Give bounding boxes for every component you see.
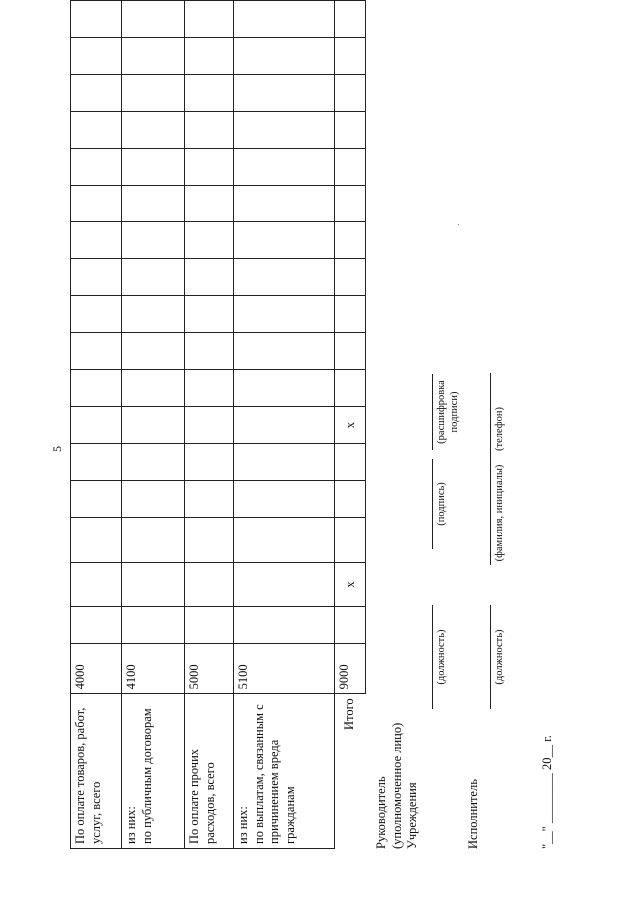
cell: [122, 37, 185, 74]
total-code: 9000: [335, 644, 366, 694]
cell: [122, 296, 185, 333]
row-label: из них: по публичным договорам: [122, 694, 185, 849]
cell: [335, 111, 366, 148]
cell: [71, 518, 122, 562]
cell: [234, 148, 335, 185]
cell: [122, 407, 185, 444]
cell: [234, 185, 335, 222]
row-code: 5100: [234, 644, 335, 694]
total-mark: x: [335, 562, 366, 607]
cell: [185, 111, 234, 148]
cell: [71, 562, 122, 607]
cell: [185, 607, 234, 644]
cell: [234, 333, 335, 370]
cell: [122, 518, 185, 562]
cell: [122, 74, 185, 111]
cell: [71, 37, 122, 74]
cell: [185, 74, 234, 111]
date-line: "__" ________ 20__ г.: [540, 735, 554, 849]
cell: [234, 370, 335, 407]
cell: [234, 481, 335, 518]
decoding-line: [432, 374, 433, 450]
signature-hint: (подпись): [436, 482, 447, 526]
cell: [234, 296, 335, 333]
cell: [122, 562, 185, 607]
executor-position-line: [490, 605, 491, 709]
cell: [335, 296, 366, 333]
total-mark: x: [335, 407, 366, 444]
head-signature-label: Руководитель (уполномоченное лицо) Учреждения: [374, 722, 420, 849]
cell: [185, 37, 234, 74]
table-row: [185, 1, 234, 849]
cell: [234, 259, 335, 296]
cell: [122, 444, 185, 481]
row-label: По оплате прочих расходов, всего: [185, 694, 234, 849]
cell: [234, 74, 335, 111]
phone-hint: (телефон): [494, 407, 505, 451]
cell: [122, 370, 185, 407]
table-row: [234, 1, 335, 849]
position-hint: (должность): [436, 629, 447, 685]
cell: [234, 37, 335, 74]
cell: [185, 148, 234, 185]
cell: [234, 518, 335, 562]
cell: [122, 1, 185, 38]
cell: [122, 259, 185, 296]
cell: [234, 607, 335, 644]
cell: [234, 222, 335, 259]
cell: [335, 222, 366, 259]
cell: [185, 444, 234, 481]
cell: [185, 562, 234, 607]
cell: [71, 481, 122, 518]
executor-position-hint: (должность): [494, 629, 505, 685]
cell: [234, 1, 335, 38]
cell: [71, 1, 122, 38]
cell: [185, 259, 234, 296]
cell: [122, 481, 185, 518]
cell: [234, 407, 335, 444]
cell: [185, 333, 234, 370]
row-label: из них: по выплатам, связанным с причинением вреда гражданам: [234, 694, 335, 849]
cell: [71, 222, 122, 259]
cell: [71, 370, 122, 407]
cell: [185, 481, 234, 518]
executor-label: Исполнитель: [466, 779, 480, 849]
cell: [335, 259, 366, 296]
row-label: По оплате товаров, работ, услуг, всего: [71, 694, 122, 849]
phone-line: [490, 373, 491, 485]
cell: [185, 185, 234, 222]
cell: [71, 607, 122, 644]
row-code: 4100: [122, 644, 185, 694]
cell: [335, 518, 366, 562]
table-row: [122, 1, 185, 849]
signature-line: [432, 459, 433, 549]
report-table: [70, 0, 366, 849]
cell: [122, 333, 185, 370]
cell: [122, 185, 185, 222]
cell: [335, 37, 366, 74]
cell: [234, 111, 335, 148]
page-number: 5: [50, 446, 64, 452]
cell: [335, 1, 366, 38]
cell: [234, 444, 335, 481]
total-label: Итого: [335, 694, 366, 849]
row-code: 4000: [71, 644, 122, 694]
cell: [335, 370, 366, 407]
cell: [335, 607, 366, 644]
cell: [335, 481, 366, 518]
cell: [71, 148, 122, 185]
cell: [335, 444, 366, 481]
cell: [335, 148, 366, 185]
cell: [185, 407, 234, 444]
cell: [185, 370, 234, 407]
name-hint: (фамилия, инициалы): [494, 464, 505, 562]
cell: [185, 222, 234, 259]
table-row-total: [335, 1, 366, 849]
cell: [122, 222, 185, 259]
cell: [234, 562, 335, 607]
cell: [335, 333, 366, 370]
decoding-hint: (расшифровка подписи): [436, 380, 460, 444]
position-line: [432, 605, 433, 709]
cell: [122, 607, 185, 644]
cell: [335, 74, 366, 111]
cell: [71, 74, 122, 111]
cell: [71, 259, 122, 296]
cell: [122, 111, 185, 148]
cell: [71, 444, 122, 481]
cell: [71, 296, 122, 333]
row-code: 5000: [185, 644, 234, 694]
cell: [335, 185, 366, 222]
cell: [71, 407, 122, 444]
cell: [71, 333, 122, 370]
cell: [185, 296, 234, 333]
cell: [71, 185, 122, 222]
cell: [185, 518, 234, 562]
cell: [71, 111, 122, 148]
table-row: [71, 1, 122, 849]
cell: [185, 1, 234, 38]
cell: [122, 148, 185, 185]
